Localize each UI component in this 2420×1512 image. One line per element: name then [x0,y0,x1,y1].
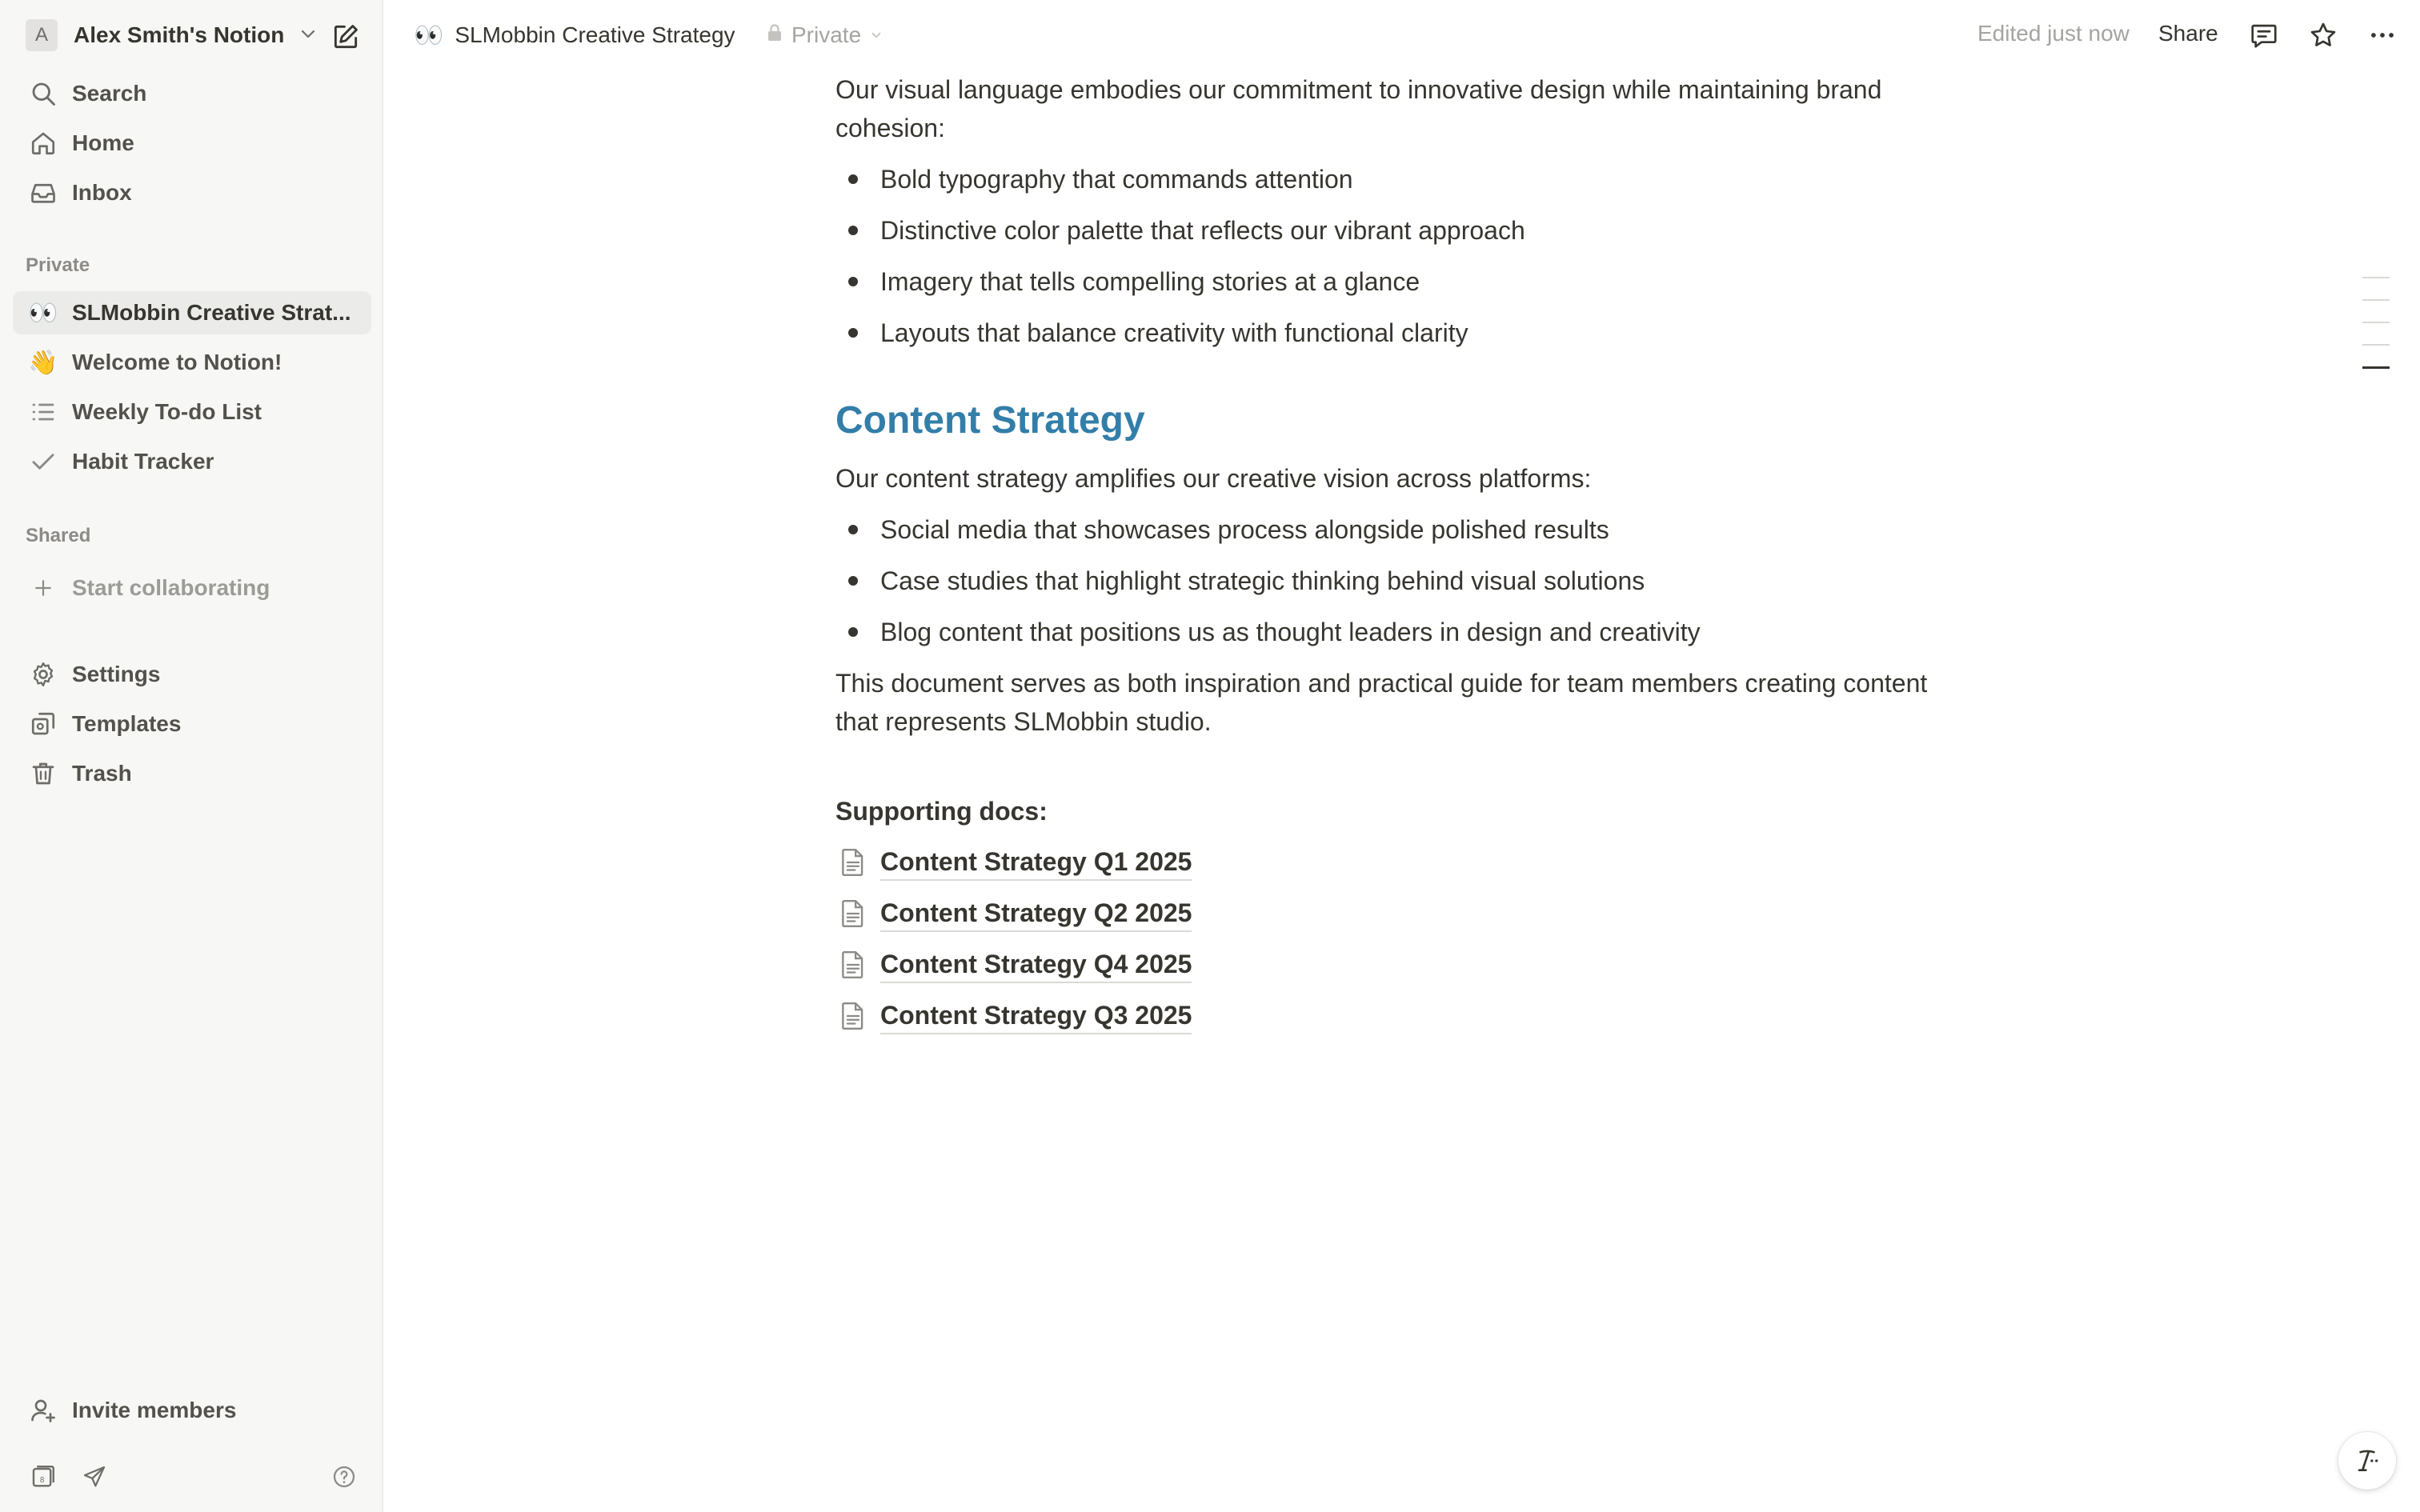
sidebar-item-trash[interactable] [13,752,371,795]
search-icon [27,78,59,110]
bullet-list-content [835,510,1972,651]
breadcrumb[interactable] [414,18,735,53]
topbar [385,0,2420,70]
table-of-contents-outline[interactable] [2362,277,2390,390]
sidebar-item-label: Templates [72,711,182,736]
page-link-title: Content Strategy Q2 2025 [880,895,1192,932]
page-link-q1[interactable] [835,843,1972,882]
eyes-emoji-icon: 👀 [28,299,58,326]
compose-icon [331,22,361,52]
sidebar-item-label: Start collaborating [72,575,270,600]
sidebar-item-label: Inbox [72,180,132,205]
workspace-name: Alex Smith's Notion [74,22,285,47]
lock-icon [766,22,783,48]
sidebar-item-search[interactable] [13,72,371,115]
edited-status: Edited just now [1977,21,2130,46]
add-person-icon [27,1394,59,1426]
sidebar-item-welcome[interactable] [13,341,371,384]
sidebar-item-templates[interactable] [13,702,371,746]
outline-line [2362,277,2390,278]
sidebar-item-slmobbin-creative-strategy[interactable] [13,291,371,334]
list-item[interactable]: Bold typography that commands attention [835,160,1972,198]
sidebar [0,0,383,1512]
sidebar-item-label: Search [72,81,147,106]
eyes-emoji-icon: 👀 [414,22,444,49]
trash-icon [27,758,59,790]
templates-icon [27,708,59,740]
comments-icon[interactable] [2246,18,2282,53]
heading-content-strategy[interactable]: Content Strategy [835,399,1145,442]
page-link-q2[interactable] [835,894,1972,933]
waving-hand-emoji-icon: 👋 [28,349,58,376]
svg-text:8: 8 [39,1476,45,1486]
page-link-title: Content Strategy Q1 2025 [880,844,1192,881]
share-button[interactable]: Share [2158,21,2218,46]
sidebar-item-label: SLMobbin Creative Strat... [72,300,351,325]
favorite-star-icon[interactable] [2306,18,2341,53]
page-link-q4[interactable] [835,946,1972,984]
plus-icon [27,572,59,604]
sidebar-item-label: Welcome to Notion! [72,350,282,374]
document-icon [835,845,871,880]
sidebar-footer [26,1459,362,1494]
list-icon [27,396,59,428]
document-icon [835,896,871,931]
sidebar-item-label: Home [72,130,134,155]
outline-line [2362,299,2390,301]
list-item[interactable]: Social media that showcases process alongside polished results [835,510,1972,549]
chevron-down-icon [869,22,883,48]
sidebar-item-inbox[interactable] [13,171,371,214]
sidebar-item-label: Habit Tracker [72,449,214,474]
start-collaborating-button[interactable] [13,566,371,610]
sidebar-item-home[interactable] [13,122,371,165]
list-item[interactable]: Case studies that highlight strategic thinking behind visual solutions [835,562,1972,600]
outline-line [2362,344,2390,346]
send-icon[interactable] [77,1459,112,1494]
inbox-icon [27,177,59,209]
list-item[interactable]: Imagery that tells compelling stories at a glance [835,262,1972,301]
sidebar-item-settings[interactable] [13,653,371,696]
breadcrumb-page-title: SLMobbin Creative Strategy [455,22,735,47]
invite-members-button[interactable] [13,1389,371,1432]
paragraph-content-intro[interactable]: Our content strategy amplifies our creative vision across platforms: [835,464,1592,493]
document-icon [835,947,871,982]
sidebar-item-label: Weekly To-do List [72,399,262,424]
help-icon[interactable] [327,1459,362,1494]
new-page-button[interactable] [328,19,363,54]
section-title-private[interactable]: Private [26,254,90,276]
page-content [835,70,1972,1035]
check-icon [27,446,59,478]
gear-icon [27,658,59,690]
more-options-icon[interactable] [2365,18,2400,53]
sidebar-item-weekly-todo[interactable] [13,390,371,434]
sidebar-item-label: Invite members [72,1398,237,1422]
home-icon [27,127,59,159]
list-item[interactable]: Distinctive color palette that reflects our vibrant approach [835,211,1972,250]
calendar-icon[interactable] [26,1459,61,1494]
page-link-q3[interactable] [835,997,1972,1035]
paragraph-visual-language[interactable]: Our visual language embodies our commitment to innovative design while maintaining brand cohesion: [835,75,1882,142]
sidebar-item-label: Settings [72,662,161,686]
notion-ai-button[interactable] [2338,1432,2396,1490]
outline-line [2362,322,2390,323]
outline-line-active [2362,366,2390,369]
workspace-avatar: A [26,19,58,51]
page-link-title: Content Strategy Q3 2025 [880,998,1192,1034]
list-item[interactable]: Blog content that positions us as thought leaders in design and creativity [835,613,1972,651]
ai-face-icon [2351,1445,2383,1477]
page-link-title: Content Strategy Q4 2025 [880,946,1192,983]
supporting-docs-label[interactable]: Supporting docs: [835,797,1048,826]
privacy-dropdown[interactable] [766,18,883,53]
list-item[interactable]: Layouts that balance creativity with functional clarity [835,314,1972,352]
paragraph-closing[interactable]: This document serves as both inspiration and practical guide for team members creating content that represents SLMobbin studio. [835,669,1928,736]
bullet-list-visual [835,160,1972,352]
section-title-shared[interactable]: Shared [26,525,91,546]
sidebar-item-habit-tracker[interactable] [13,440,371,483]
document-icon [835,998,871,1034]
workspace-switcher[interactable] [26,18,318,53]
sidebar-item-label: Trash [72,761,132,786]
chevron-down-icon [298,24,318,47]
privacy-label: Private [791,22,862,47]
